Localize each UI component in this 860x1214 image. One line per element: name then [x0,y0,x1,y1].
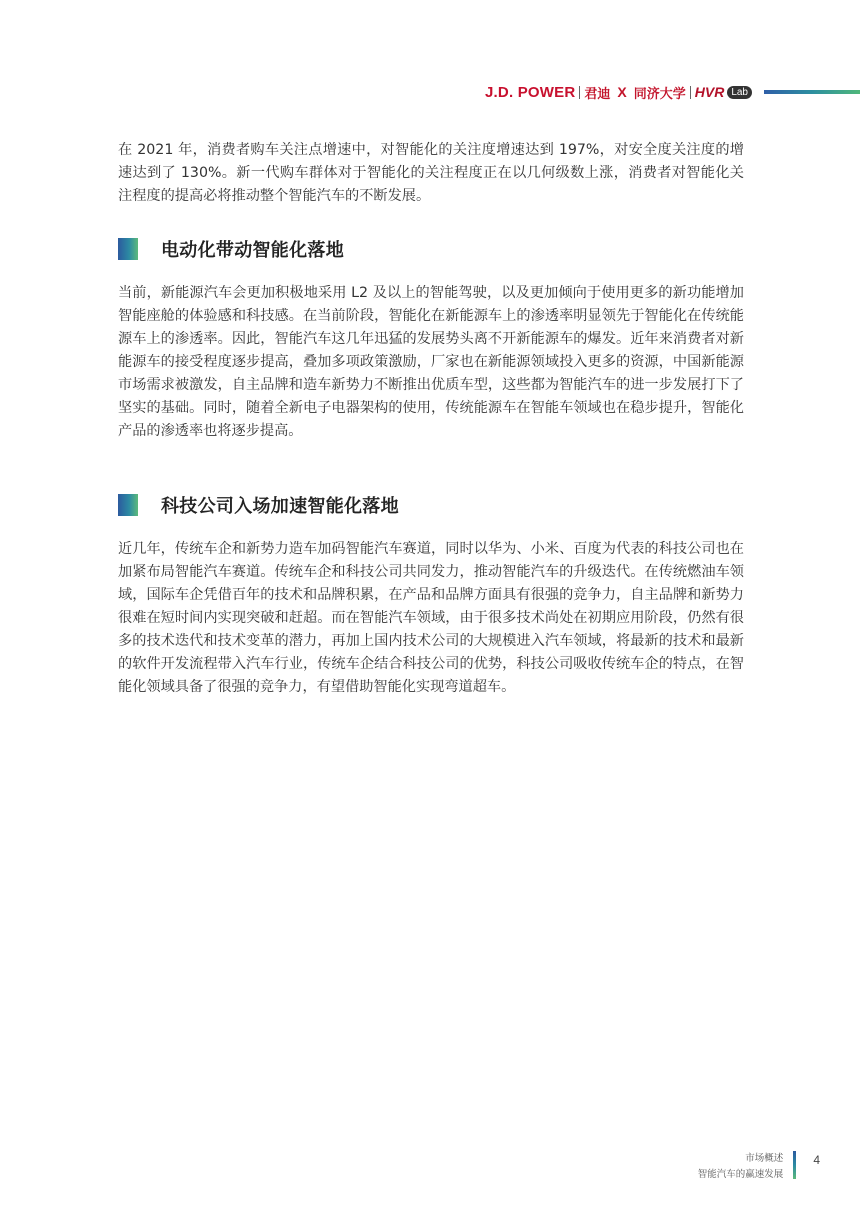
logo-divider [690,86,691,99]
brand-logo [485,83,752,102]
hvr-logo-text: HVR [694,84,725,100]
page-number: 4 [813,1153,820,1167]
section-paragraph-2: 近几年，传统车企和新势力造车加码智能汽车赛道，同时以华为、小米、百度为代表的科技公司也在加紧布局智能汽车赛道。传统车企和科技公司共同发力，推动智能汽车的升级迭代。在传统燃油车领域，国际车企凭借百年的技术和品牌积累，在产品和品牌方面具有很强的竞争力，自主品牌和新势力很难在短时间内实现突破和赶超。而在智能汽车领域，由于很多技术尚处在初期应用阶段，仍然有很多的技术迭代和技术变革的潜力，再加上国内技术公司的大规模进入汽车领域，将最新的技术和最新的软件开发流程带入汽车行业，传统车企结合科技公司的优势，科技公司吸收传统车企的特点，在智能化领域具备了很强的竞争力，有望借助智能化实现弯道超车。 [118,541,744,695]
section-heading-1 [118,237,344,261]
lab-badge: Lab [727,86,752,99]
page-header [485,82,860,102]
section-body-1 [118,282,744,443]
jundi-logo-text: 君迪 [584,86,611,102]
heading-marker-icon [118,238,138,260]
page-footer [698,1151,820,1183]
footer-report-title: 智能汽车的赢速发展 [697,1169,784,1180]
logo-divider [579,86,580,99]
footer-accent-bar [793,1151,796,1179]
jd-power-logo: J.D. POWER [485,83,576,101]
heading-marker-icon [118,494,138,516]
intro-paragraph: 在 2021 年，消费者购车关注点增速中，对智能化的关注度增速达到 197%，对安全度关注度的增速达到了 130%。新一代购车群体对于智能化的关注程度正在以几何级数上涨，消费者对智能化关注程度的提高必将推动整个智能汽车的不断发展。 [118,142,744,204]
collab-x: X [617,84,627,100]
tongji-logo-text: 同济大学 [633,86,686,102]
footer-section-label: 市场概述 [745,1153,784,1164]
header-accent-line [764,90,860,94]
section-title-1: 电动化带动智能化落地 [161,240,344,261]
section-paragraph-1: 当前，新能源汽车会更加积极地采用 L2 及以上的智能驾驶，以及更加倾向于使用更多的新功能增加智能座舱的体验感和科技感。在当前阶段，智能化在新能源车上的渗透率明显领先于智能化在传统能源车上的渗透率。因此，智能汽车这几年迅猛的发展势头离不开新能源车的爆发。近年来消费者对新能源车的接受程度逐步提高，叠加多项政策激励，厂家也在新能源领域投入更多的资源，中国新能源市场需求被激发，自主品牌和造车新势力不断推出优质车型，这些都为智能汽车的进一步发展打下了坚实的基础。同时，随着全新电子电器架构的使用，传统能源车在智能车领域也在稳步提升，智能化产品的渗透率也将逐步提高。 [118,285,744,439]
footer-caption [698,1151,784,1183]
section-body-2 [118,538,744,699]
section-title-2: 科技公司入场加速智能化落地 [161,496,399,517]
intro-block [118,139,744,208]
section-heading-2 [118,493,399,517]
